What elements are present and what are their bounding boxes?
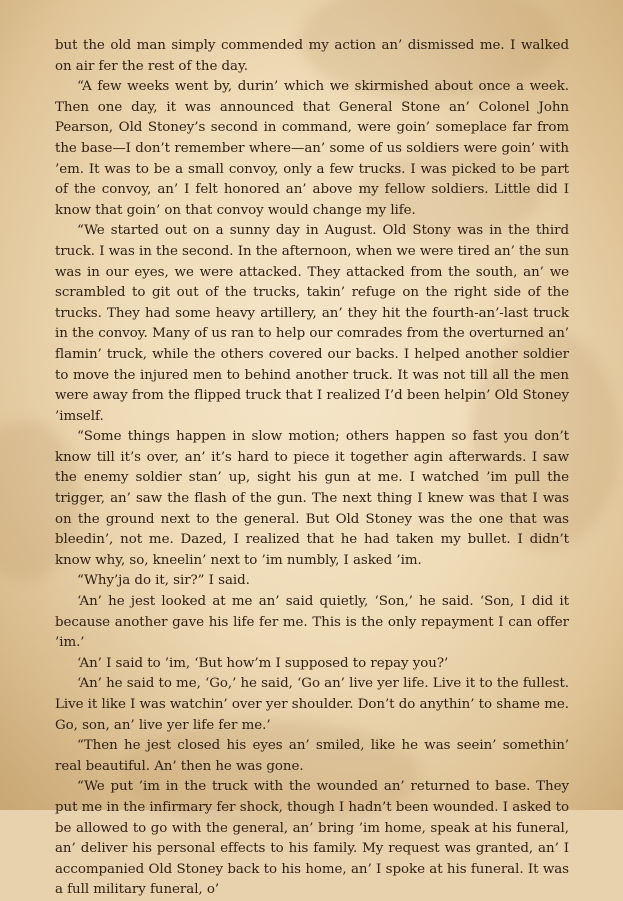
story-text xyxy=(55,36,569,901)
paragraph: ‘An’ he said to me, ‘Go,’ he said, ‘Go an’ live yer life. Live it to the fullest. Live it like I was watchin’ over yer shoulder. Don’t do anythin’ to shame me. Go, son, an’ live yer life fer me.’ xyxy=(55,676,569,733)
paragraph: “We started out on a sunny day in August. Old Stony was in the third truck. I was in the second. In the afternoon, when we were tired an’ the sun was in our eyes, we were attacked. They attacked from the south, an’ we scrambled to git out of the trucks, takin’ refuge on the right side of the trucks. They had some heavy artillery, an’ they hit the fourth-an’-last truck in the convoy. Many of us ran to help our comrades from the overturned an’ flamin’ truck, while the others covered our backs. I helped another soldier to move the injured men to behind another truck. It was not till all the men were away from the flipped truck that I realized I’d been helpin’ Old Stoney ’imself. xyxy=(55,223,569,424)
paragraph: “Then he jest closed his eyes an’ smiled, like he was seein’ somethin’ real beautiful. An’ then he was gone. xyxy=(55,738,569,774)
paragraph: ‘An’ he jest looked at me an’ said quietly, ‘Son,’ he said. ‘Son, I did it because another gave his life fer me. This is the only repayment I can offer ’im.’ xyxy=(55,594,569,651)
paragraph: “We put ’im in the truck with the wounded an’ returned to base. They put me in the infirmary fer shock, though I hadn’t been wounded. I asked to be allowed to go with the general, an’ bring ’im home, speak at his funeral, an’ deliver his personal effects to his family. My request was granted, an’ I accompanied Old Stoney back to his home, an’ I spoke at his funeral. It was a full military funeral, o’ xyxy=(55,779,569,898)
paragraph: “Some things happen in slow motion; others happen so fast you don’t know till it’s over, an’ it’s hard to piece it together agin afterwards. I saw the enemy soldier stan’ up, sight his gun at me. I watched ’im pull the trigger, an’ saw the flash of the gun. The next thing I knew was that I was on the ground next to the general. But Old Stoney was the one that was bleedin’, not me. Dazed, I realized that he had taken my bullet. I didn’t know why, so, kneelin’ next to ’im numbly, I asked ’im. xyxy=(55,429,569,568)
paragraph: “A few weeks went by, durin’ which we skirmished about once a week. Then one day, it was announced that General Stone an’ Colonel John Pearson, Old Stoney’s second in command, were goin’ someplace far from the base—I don’t remember where—an’ some of us soldiers were goin’ with ’em. It was to be a small convoy, only a few trucks. I was picked to be part of the convoy, an’ I felt honored an’ above my fellow soldiers. Little did I know that goin’ on that convoy would change my life. xyxy=(55,79,569,218)
paragraph: ‘An’ I said to ’im, ‘But how’m I supposed to repay you?’ xyxy=(77,655,449,671)
paragraph: but the old man simply commended my action an’ dismissed me. I walked on air fer the rest of the day. xyxy=(55,38,569,74)
paragraph: “Why’ja do it, sir?” I said. xyxy=(77,573,250,589)
